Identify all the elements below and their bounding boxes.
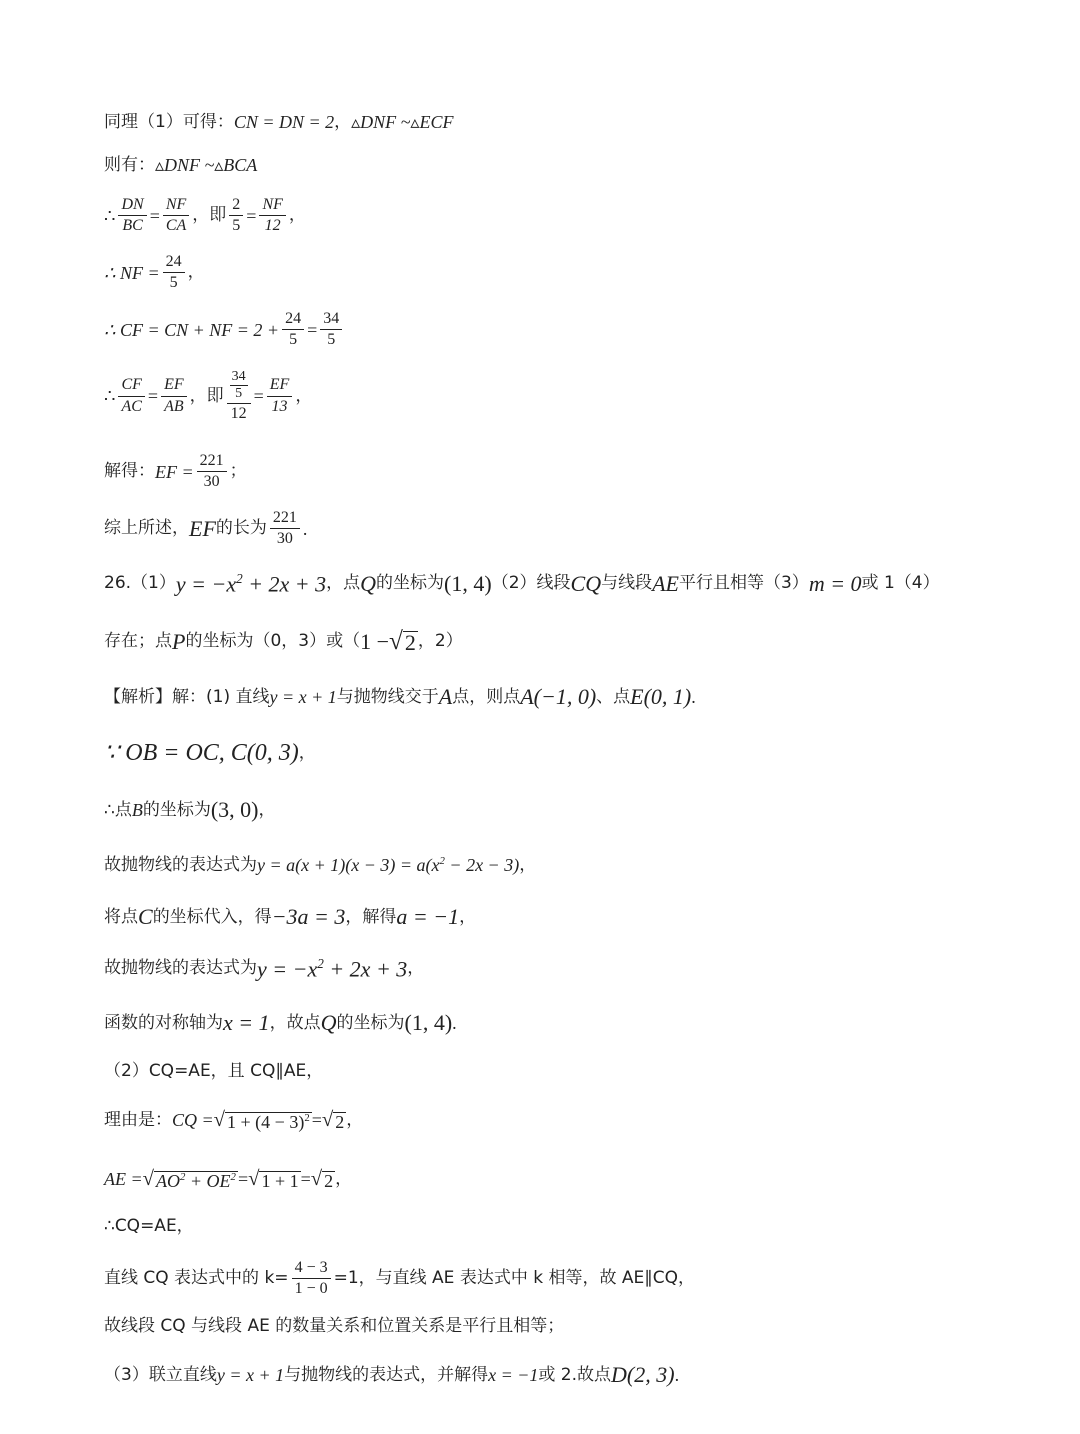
math: A [438,684,453,709]
math: . [691,687,696,707]
text: ， [346,1109,364,1130]
text: ， [335,1168,353,1189]
text: ， [459,906,477,927]
text: 故抛物线的表达式为 [104,854,257,875]
fraction: $\frac{2}{5}$ [229,195,243,237]
sqrt: √ 1 + 1 [248,1168,299,1191]
text: ，故点 [269,1012,321,1033]
line-slope-k [104,1258,695,1300]
text: ∴点 [104,799,132,820]
text: 的坐标为 [376,573,445,594]
text: 故抛物线的表达式为 [104,958,257,979]
math: CQ [570,570,602,596]
line-ratio-cf-ac [104,368,312,425]
line-q26-answers [104,572,940,595]
line-parabola-result [104,957,424,980]
math: −3a = 3 [271,904,346,929]
math: . [302,518,308,539]
fraction: $\frac{221}{30}$ [270,508,300,550]
text: ， [187,262,205,283]
line-parabola-form [104,856,536,874]
sqrt: √ 2 [389,627,416,656]
text: 函数的对称轴为 [104,1012,223,1033]
math: EF [189,515,216,541]
math: E(0, 1) [630,684,692,709]
line-cq-length [104,1110,363,1131]
math: ∴ NF = [104,262,160,283]
text: 的坐标为 [336,1012,405,1033]
text: 的长为 [215,518,267,539]
line-analysis-1 [104,686,696,708]
line-similar-triangles [104,113,453,131]
math: ∵ OB = OC, C(0, 3) [104,740,299,766]
math: ▵DNF ~▵BCA [155,155,258,175]
math: = [246,205,257,226]
math: x = −1 [488,1365,539,1385]
text: =1，与直线 AE 表达式中 k 相等，故 AE∥CQ， [333,1268,696,1289]
math: $y = -x^2 + 2x + 3$ [175,571,327,597]
text: ； [229,461,247,482]
math: $y = -x^2 + 2x + 3$ [257,956,408,982]
line-conclusion-2 [104,1318,564,1335]
text: （3）联立直线 [104,1364,217,1385]
math: . [452,1013,457,1033]
text: 同理（1）可得： [104,111,234,132]
fraction: $\frac{221}{30}$ [197,451,227,493]
text: ，即 [192,205,227,226]
text: 综上所述， [104,518,189,539]
text: 的坐标为 [142,799,211,820]
text: 的坐标为（0，3）或（ [185,631,361,652]
math: CQ = [172,1110,214,1131]
math: = [149,205,160,226]
math: ▵DNF ~▵ECF [351,112,454,132]
line-cq-eq-ae [104,1218,194,1235]
text: ， [407,958,425,979]
text: 直线 CQ 表达式中的 k= [104,1268,289,1289]
math: = [311,1110,322,1131]
math: x = 1 [223,1010,270,1035]
text: 故线段 CQ 与线段 AE 的数量关系和位置关系是平行且相等； [104,1316,565,1336]
math: . [674,1365,680,1385]
line-cf [104,309,345,351]
text: 将点 [104,906,138,927]
math: y = x + 1 [216,1365,285,1385]
text: 点，则点 [452,686,521,707]
line-point-b [104,799,275,821]
line-ob-oc [104,741,316,765]
math: m = 0 [808,570,862,596]
text: （2）线段 [491,573,571,594]
math: = [253,386,264,407]
math: ∴ CF = CN + NF = 2 + [104,319,280,340]
text: 存在；点 [104,631,172,652]
text: ， [519,854,537,875]
text: ， [295,385,313,406]
line-nf [104,252,205,294]
line-part3 [104,1364,679,1386]
fraction: $\frac{34}{5}$ [320,309,342,351]
text: （2）CQ=AE，且 CQ∥AE， [104,1061,324,1081]
math: EF = [155,461,194,482]
line-solve-ef [104,451,247,493]
line-ratio-dn-bc [104,195,306,237]
math: AE [652,570,679,596]
fraction: $\frac{4 - 3}{1 - 0}$ [292,1258,331,1300]
sqrt: √ $AO^2 + OE^2$ [142,1168,236,1191]
math: $y = a(x + 1)(x - 3) = a(x^2 - 2x - 3)$ [257,855,520,875]
math: = [237,1169,249,1190]
math: D(2, 3) [611,1362,675,1387]
math: (1, 4) [444,570,492,596]
math: a = −1 [396,904,460,929]
line-q26-point-p [104,629,463,654]
text: ，即 [189,385,224,406]
compound-fraction: 34 5 12 [227,368,251,425]
text: ∴CQ=AE， [104,1216,194,1236]
math: (1, 4) [404,1010,453,1035]
text: ， [258,799,276,820]
line-part2 [104,1063,323,1080]
text: 的坐标代入，得 [152,906,272,927]
math: = [307,319,318,340]
fraction: $\frac{CF}{AC}$ [118,375,144,417]
text: 与线段 [601,573,653,594]
text: 或 1（4） [861,573,940,594]
text: 平行且相等（3） [678,573,809,594]
text: ，点 [326,573,361,594]
text: 、点 [596,686,631,707]
text: ， [298,742,316,763]
sqrt: √ 2 [321,1109,345,1132]
math: = [147,386,159,407]
text: 或 2.故点 [538,1364,612,1385]
text: 与抛物线的表达式，并解得 [284,1364,489,1385]
math: A(−1, 0) [520,684,597,709]
math: CN = DN = 2 [233,112,335,132]
line-axis-symmetry [104,1012,457,1034]
text: 与抛物线交于 [336,686,439,707]
math: = [300,1169,311,1190]
math: Q [320,1010,337,1035]
math: y = x + 1 [269,687,337,707]
line-ae-length [104,1169,352,1190]
text: 解得： [104,461,155,482]
text: ，解得 [345,906,397,927]
text: 理由是： [104,1109,172,1130]
text: ， [288,205,306,226]
math: 1 − [360,628,390,654]
therefore-symbol: ∴ [104,386,116,407]
line-then [104,156,257,174]
sqrt: √ 2 [310,1168,334,1191]
fraction: $\frac{NF}{12}$ [259,195,285,237]
line-summary [104,508,307,550]
math: AE = [104,1169,143,1190]
math: Q [360,570,377,596]
fraction: $\frac{EF}{AB}$ [161,375,187,417]
fraction: $\frac{24}{5}$ [282,309,304,351]
question-number: 26.（1） [104,573,176,594]
line-substitute-c [104,906,476,928]
text: ，2） [417,631,463,652]
sqrt: √ $1 + (4 - 3)^2$ [213,1109,310,1132]
fraction: $\frac{DN}{BC}$ [118,195,146,237]
fraction: $\frac{EF}{13}$ [267,375,293,417]
text: 则有： [104,154,155,175]
math: P [172,628,186,654]
text: 【解析】解：(1) 直线 [104,686,270,707]
math: (3, 0) [210,797,259,822]
fraction: $\frac{NF}{CA}$ [163,195,189,237]
fraction: $\frac{24}{5}$ [163,252,185,294]
math: C [138,904,153,929]
therefore-symbol: ∴ [104,205,116,226]
math: B [131,800,143,820]
text: ， [334,111,352,132]
